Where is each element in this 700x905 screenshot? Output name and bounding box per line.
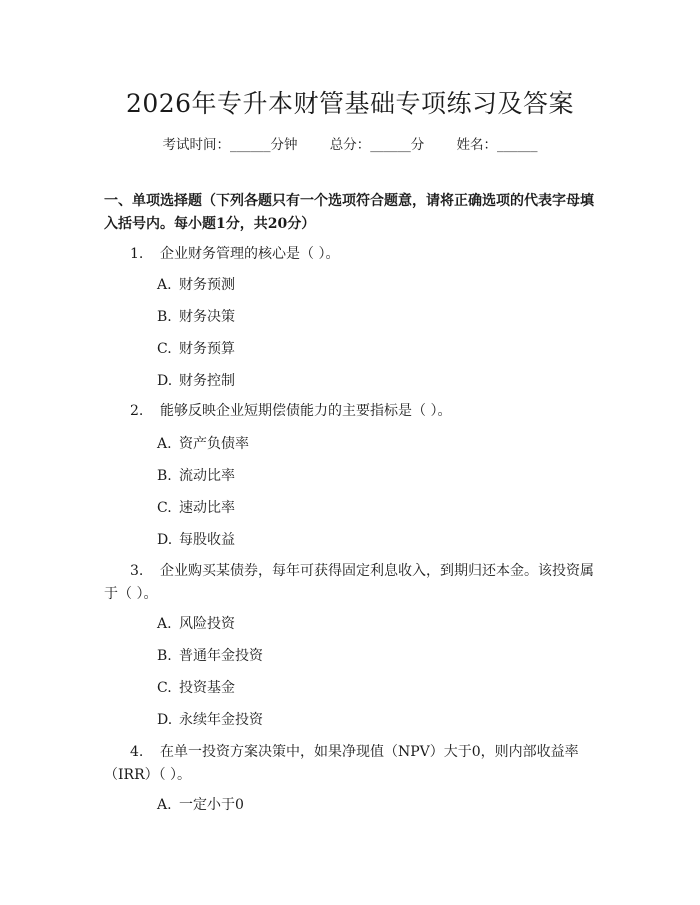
option-text: 财务控制 [179, 373, 235, 389]
option-text: 财务决策 [179, 309, 235, 325]
option-text: 流动比率 [179, 468, 235, 484]
option-4a [157, 795, 244, 815]
option-letter: A. [157, 277, 172, 293]
option-letter: D. [157, 532, 173, 548]
option-text: 风险投资 [179, 616, 235, 632]
option-text: 资产负债率 [179, 436, 249, 452]
exam-time-label: 考试时间： [162, 137, 230, 153]
exam-time-field [162, 133, 297, 153]
total-score-label: 总分： [329, 137, 371, 153]
option-letter: B. [157, 648, 172, 664]
question-number: 4. [130, 744, 144, 760]
option-3b [157, 646, 263, 666]
option-letter: A. [157, 436, 172, 452]
option-1a [157, 275, 235, 295]
question-number: 3. [130, 563, 144, 579]
total-score-blank: ______分 [370, 137, 425, 153]
option-3d [157, 710, 263, 730]
name-blank: ______ [497, 137, 538, 153]
option-letter: B. [157, 468, 172, 484]
option-2a [157, 434, 249, 454]
name-label: 姓名： [456, 137, 498, 153]
option-letter: C. [157, 341, 172, 357]
option-text: 一定小于0 [179, 797, 244, 813]
question-number: 1. [130, 246, 144, 262]
question-1 [104, 243, 604, 266]
option-letter: B. [157, 309, 172, 325]
option-letter: A. [157, 616, 172, 632]
option-text: 速动比率 [179, 500, 235, 516]
option-2c [157, 498, 235, 518]
exam-info-line [0, 133, 700, 153]
option-2b [157, 466, 235, 486]
question-text: 企业财务管理的核心是（ ）。 [160, 246, 340, 262]
option-3c [157, 678, 235, 698]
option-text: 财务预测 [179, 277, 235, 293]
option-letter: A. [157, 797, 172, 813]
option-1d [157, 371, 235, 391]
option-text: 普通年金投资 [179, 648, 263, 664]
option-letter: C. [157, 500, 172, 516]
option-1c [157, 339, 235, 359]
question-number: 2. [130, 403, 144, 419]
question-text: 能够反映企业短期偿债能力的主要指标是（ ）。 [160, 403, 452, 419]
option-text: 财务预算 [179, 341, 235, 357]
exam-time-blank: ______分钟 [229, 137, 298, 153]
option-3a [157, 614, 235, 634]
document-title: 2026年专升本财管基础专项练习及答案 [125, 89, 575, 118]
option-text: 每股收益 [179, 532, 235, 548]
question-2 [104, 400, 604, 423]
option-letter: D. [157, 712, 173, 728]
option-letter: D. [157, 373, 173, 389]
option-text: 永续年金投资 [179, 712, 263, 728]
name-field [457, 133, 538, 153]
option-1b [157, 307, 235, 327]
section-heading: 一、单项选择题（下列各题只有一个选项符合题意，请将正确选项的代表字母填入括号内。每小题1分，共20分） [104, 193, 594, 232]
question-text: 在单一投资方案决策中，如果净现值（NPV）大于0，则内部收益率（IRR）（ ）。 [104, 744, 579, 783]
option-2d [157, 530, 235, 550]
question-text: 企业购买某债券，每年可获得固定利息收入，到期归还本金。该投资属于（ ）。 [104, 563, 594, 602]
total-score-field [330, 133, 425, 153]
question-3 [104, 560, 604, 606]
option-text: 投资基金 [179, 680, 235, 696]
option-letter: C. [157, 680, 172, 696]
question-4 [104, 741, 604, 787]
